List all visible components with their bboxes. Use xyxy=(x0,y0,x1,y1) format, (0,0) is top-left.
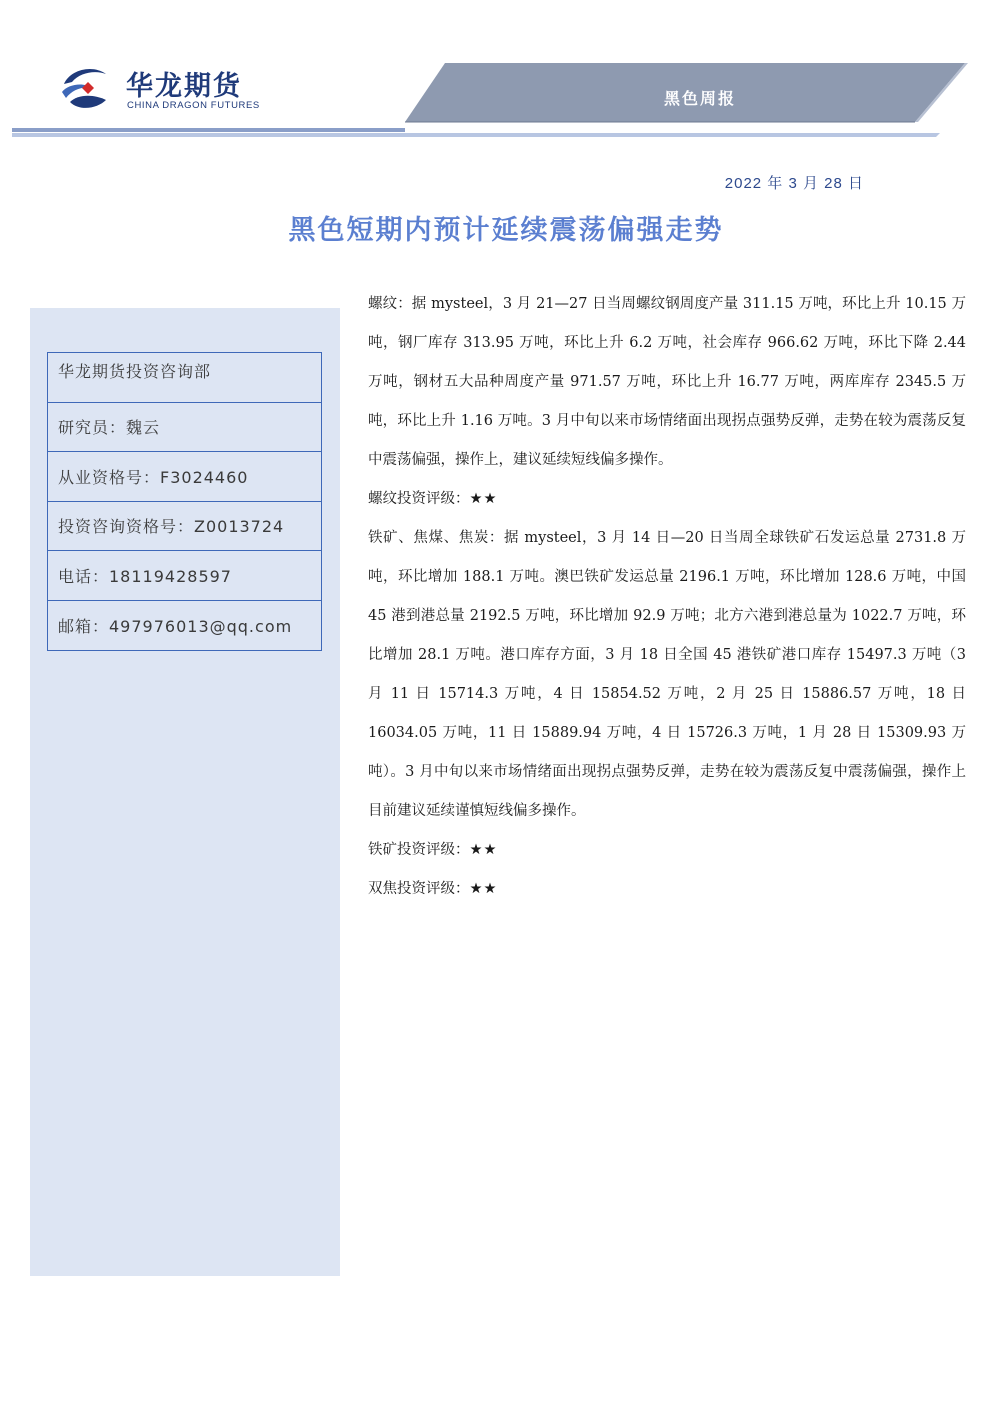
contact-info-table xyxy=(47,352,322,651)
rebar-rating xyxy=(368,480,966,519)
ore-rating xyxy=(368,831,966,870)
ore-rating-stars: ★★ xyxy=(469,842,498,858)
report-type-label: 黑色周报 xyxy=(663,89,736,108)
researcher-row: 研究员：魏云 xyxy=(48,403,321,453)
coke-rating-label: 双焦投资评级： xyxy=(368,881,470,897)
rebar-rating-stars: ★★ xyxy=(469,491,498,507)
ore-rating-label: 铁矿投资评级： xyxy=(368,842,470,858)
report-date: 2022 年 3 月 28 日 xyxy=(724,175,864,192)
ore-paragraph: 铁矿、焦煤、焦炭：据 mysteel，3 月 14 日—20 日当周全球铁矿石发运总量 2731.8 万吨，环比增加 188.1 万吨。澳巴铁矿发运总量 2196.1 万吨，环比增加 128.6 万吨，中国 45 港到港总量 2192.5 万吨，环比增加 92.9 万吨；北方六港到港总量为 1022.7 万吨，环比增加 28.1 万吨。港口库存方面，3 月 18 日全国 45 港铁矿港口库存 15497.3 万吨（3 月 11 日 15714.3 万吨，4 日 15854.52 万吨，2 月 25 日 15886.57 万吨，18 日 16034.05 万吨，11 日 15889.94 万吨，4 日 15726.3 万吨，1 月 28 日 15309.93 万吨）。3 月中旬以来市场情绪面出现拐点强势反弹，走势在较为震荡反复中震荡偏强，操作上目前建议延续谨慎短线偏多操作。 xyxy=(368,530,966,819)
email-row: 邮箱：497976013@qq.com xyxy=(58,616,293,636)
report-body xyxy=(368,285,966,909)
advisory-license-row: 投资咨询资格号：Z0013724 xyxy=(48,502,321,552)
rebar-paragraph: 螺纹：据 mysteel，3 月 21—27 日当周螺纹钢周度产量 311.15 万吨，环比上升 10.15 万吨，钢厂库存 313.95 万吨，环比上升 6.2 万吨，社会库存 966.62 万吨，环比下降 2.44 万吨，钢材五大品种周度产量 971.57 万吨，环比上升 16.77 万吨，两库库存 2345.5 万吨，环比上升 1.16 万吨。3 月中旬以来市场情绪面出现拐点强势反弹，走势在较为震荡反复中震荡偏强，操作上，建议延续短线偏多操作。 xyxy=(368,296,966,468)
phone-row: 电话：18119428597 xyxy=(48,551,321,601)
department-row: 华龙期货投资咨询部 xyxy=(48,353,321,403)
logo-english-name: CHINA DRAGON FUTURES xyxy=(127,100,260,111)
logo-chinese-name: 华龙期货 xyxy=(126,71,242,102)
report-header xyxy=(0,0,992,150)
coke-rating-stars: ★★ xyxy=(469,881,498,897)
rebar-rating-label: 螺纹投资评级： xyxy=(368,491,470,507)
report-title: 黑色短期内预计延续震荡偏强走势 xyxy=(288,215,724,246)
china-dragon-logo-icon xyxy=(58,62,114,116)
license-row: 从业资格号：F3024460 xyxy=(48,452,321,502)
coke-rating xyxy=(368,870,966,909)
